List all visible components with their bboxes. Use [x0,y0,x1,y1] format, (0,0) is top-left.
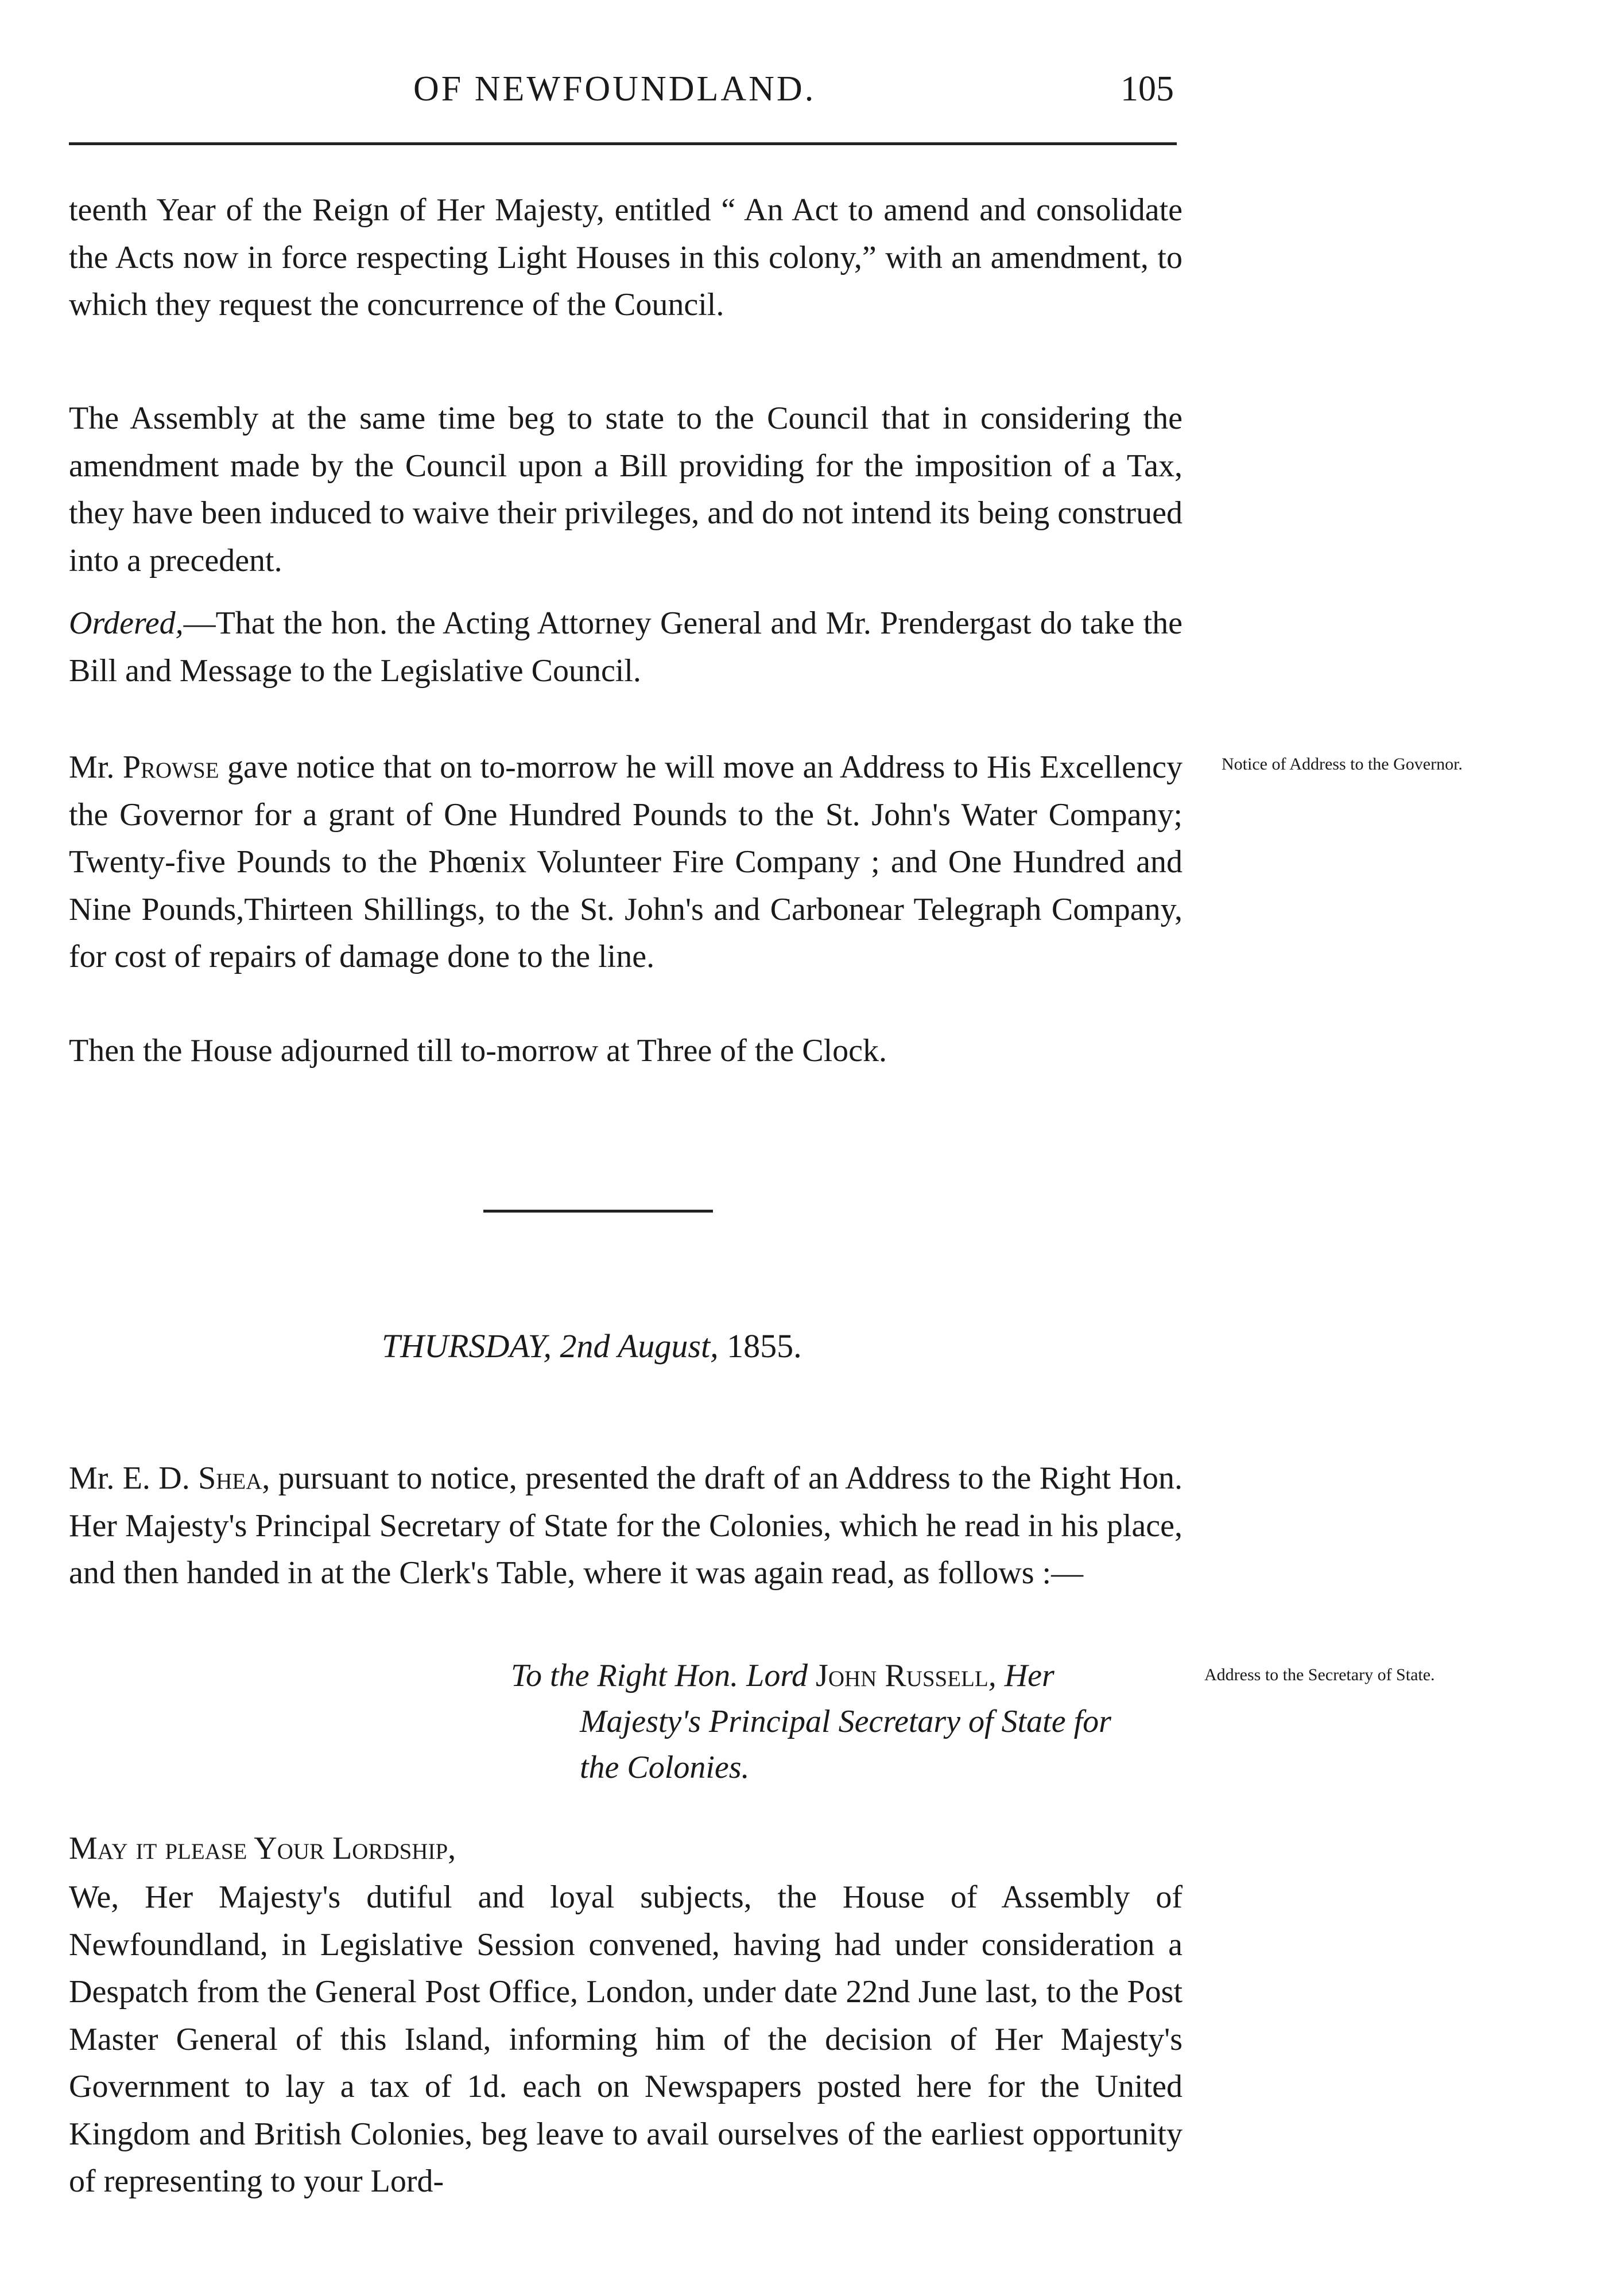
running-head: OF NEWFOUNDLAND. [413,69,816,108]
paragraph-text [69,1455,1183,1597]
text-fragment: , Her [988,1658,1055,1693]
text-fragment: , pursuant to notice, presented the draft of an Address to the Right Hon. Her Majesty's Principal Secretary of State for the Colonies, which he read in his place, and then handed in at the Clerk's Table, where it was again read, as follows :— [69,1460,1183,1591]
paragraph-adjourned [69,1027,1183,1075]
paragraph-address-body [69,1874,1183,2205]
paragraph-prowse-notice [69,744,1183,981]
text-fragment: gave notice that on to-morrow he will move an Address to His Excellency the Governor for a grant of One Hundred Pounds to the St. John's Water Company; Twenty-five Pounds to the Phœnix Volunteer Fire Company ; and One Hundred and Nine Pounds,Thirteen Shillings, to the St. John's and Carbonear Telegraph Company, for cost of repairs of damage done to the line. [69,749,1183,974]
recipient-line-3: the Colonies. [580,1750,750,1785]
date-year: 1855. [727,1327,802,1365]
margin-note-notice-of-address: Notice of Address to the Governor. [1222,755,1463,774]
paragraph-assembly-privileges [69,395,1183,584]
date-month: 2nd August, [560,1327,719,1365]
paragraph-text [69,744,1183,981]
member-name: Shea [198,1460,262,1496]
ordered-label: Ordered, [69,605,184,641]
section-divider [483,1210,713,1213]
text-fragment: To the Right Hon. Lord [511,1658,816,1693]
member-name: Prowse [122,749,219,785]
page-number: 105 [1121,69,1174,108]
recipient-name: John Russell [816,1658,988,1693]
address-recipient [511,1653,1183,1790]
text-fragment: Mr. E. D. [69,1460,199,1496]
paragraph-light-houses-act [69,187,1183,329]
salutation-text: May it please Your Lordship, [69,1831,456,1866]
paragraph-text: teenth Year of the Reign of Her Majesty, entitled “ An Act to amend and consolidate the Acts now in force respecting Light Houses in this colony,” with an amendment, to which they request the concurrence of the Council. [69,192,1183,323]
paragraph-text: The Assembly at the same time beg to state to the Council that in considering the amendment made by the Council upon a Bill providing for the imposition of a Tax, they have been induced to waive their privileges, and do not intend its being construed into a precedent. [69,401,1183,578]
paragraph-text: We, Her Majesty's dutiful and loyal subjects, the House of Assembly of Newfoundland, in Legislative Session convened, having had under consideration a Despatch from the General Post Office, London, under date 22nd June last, to the Post Master General of this Island, informing him of the decision of Her Majesty's Government to lay a tax of 1d. each on Newspapers posted here for the United Kingdom and British Colonies, beg leave to avail ourselves of the earliest opportunity of representing to your Lord- [69,1879,1183,2199]
text-fragment: Mr. [69,749,123,785]
date-day: THURSDAY, [382,1327,552,1365]
margin-note-address-secretary: Address to the Secretary of State. [1204,1665,1435,1684]
recipient-line-1 [511,1658,1055,1693]
recipient-line-2: Majesty's Principal Secretary of State for [580,1704,1111,1739]
paragraph-ordered [69,600,1183,694]
paragraph-shea-address [69,1455,1183,1597]
salutation [69,1825,1183,1872]
header-rule [69,142,1177,145]
date-heading [382,1327,802,1365]
ordered-text: —That the hon. the Acting Attorney General and Mr. Prendergast do take the Bill and Message to the Legislative Council. [69,605,1183,689]
paragraph-text: Then the House adjourned till to-morrow at Three of the Clock. [69,1033,887,1069]
paragraph-text [69,600,1183,694]
